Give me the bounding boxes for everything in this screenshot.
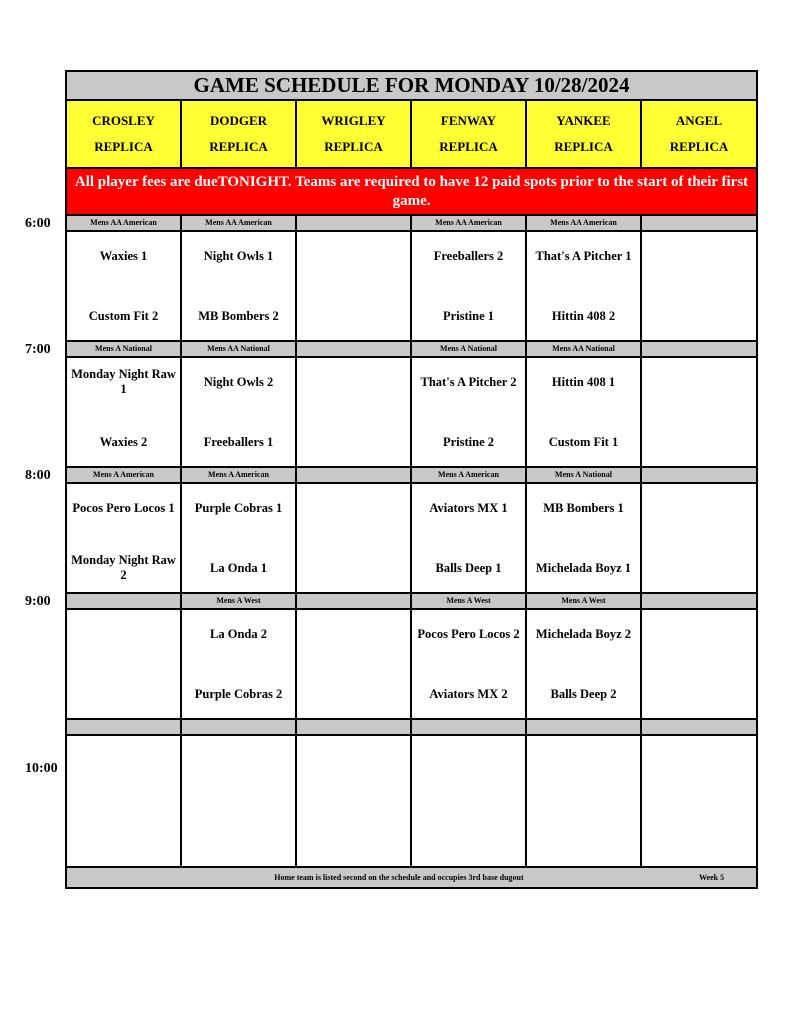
team-away: Pocos Pero Locos 1 xyxy=(66,483,181,532)
division-label xyxy=(641,593,757,609)
team-home: Hittin 408 2 xyxy=(526,292,641,341)
field-sub: REPLICA xyxy=(669,139,729,154)
team-away xyxy=(641,609,757,658)
slot-row-home xyxy=(66,418,757,467)
division-label xyxy=(296,215,411,231)
division-label: Mens A National xyxy=(411,341,526,357)
division-label xyxy=(526,719,641,735)
team-away xyxy=(296,483,411,532)
slot-row-away xyxy=(66,231,757,280)
team-away: Waxies 1 xyxy=(66,231,181,280)
slot-spacer xyxy=(641,406,757,418)
field-sub: REPLICA xyxy=(439,139,498,154)
slot-spacer xyxy=(411,532,526,544)
slot-spacer xyxy=(526,406,641,418)
slot-spacer xyxy=(181,406,296,418)
team-home: Waxies 2 xyxy=(66,418,181,467)
team-home: La Onda 1 xyxy=(181,544,296,593)
team-home xyxy=(641,418,757,467)
team-home xyxy=(296,544,411,593)
slot-spacer xyxy=(526,532,641,544)
slot-spacer xyxy=(526,280,641,292)
team-away xyxy=(641,357,757,406)
field-header-yankee xyxy=(526,100,641,168)
slot-spacer xyxy=(66,280,181,292)
slot-spacer xyxy=(296,280,411,292)
slot-spacer xyxy=(411,406,526,418)
field-name: YANKEE xyxy=(556,113,611,128)
division-label: Mens A National xyxy=(526,467,641,483)
division-label xyxy=(181,719,296,735)
division-label xyxy=(411,719,526,735)
time-label: 10:00 xyxy=(25,761,58,776)
team-home: Custom Fit 1 xyxy=(526,418,641,467)
division-label xyxy=(641,341,757,357)
division-label xyxy=(66,719,181,735)
team-away: Night Owls 1 xyxy=(181,231,296,280)
team-away: That's A Pitcher 1 xyxy=(526,231,641,280)
empty-slot xyxy=(526,735,641,867)
team-away xyxy=(641,483,757,532)
slot-spacer xyxy=(411,280,526,292)
team-away: Night Owls 2 xyxy=(181,357,296,406)
division-label: Mens AA American xyxy=(66,215,181,231)
team-home xyxy=(641,670,757,719)
division-label: Mens A American xyxy=(181,467,296,483)
slot-row-away xyxy=(66,357,757,406)
team-home: MB Bombers 2 xyxy=(181,292,296,341)
footer xyxy=(66,867,757,888)
empty-slot xyxy=(66,735,181,867)
schedule-title: GAME SCHEDULE FOR MONDAY 10/28/2024 xyxy=(66,71,757,100)
team-home xyxy=(66,670,181,719)
slot-spacer xyxy=(296,406,411,418)
team-away: That's A Pitcher 2 xyxy=(411,357,526,406)
slot-spacer xyxy=(66,532,181,544)
team-home xyxy=(641,292,757,341)
division-label: Mens A National xyxy=(66,341,181,357)
division-label: Mens A West xyxy=(526,593,641,609)
slot-spacer xyxy=(411,658,526,670)
empty-slot xyxy=(641,735,757,867)
field-header-fenway xyxy=(411,100,526,168)
team-home: Pristine 1 xyxy=(411,292,526,341)
field-sub: REPLICA xyxy=(94,139,153,154)
team-away: Freeballers 2 xyxy=(411,231,526,280)
team-away: Monday Night Raw 1 xyxy=(66,357,181,406)
slot-spacer xyxy=(296,658,411,670)
team-away: MB Bombers 1 xyxy=(526,483,641,532)
slot-row-away xyxy=(66,483,757,532)
team-away: La Onda 2 xyxy=(181,609,296,658)
field-name: FENWAY xyxy=(440,113,497,128)
fee-notice: All player fees are dueTONIGHT. Teams are required to have 12 paid spots prior to the start of their first game. xyxy=(66,168,757,215)
division-label: Mens AA National xyxy=(526,341,641,357)
division-label: Mens A American xyxy=(411,467,526,483)
division-label xyxy=(66,593,181,609)
team-home xyxy=(296,670,411,719)
division-label: Mens A West xyxy=(181,593,296,609)
division-label: Mens A American xyxy=(66,467,181,483)
team-home xyxy=(296,292,411,341)
division-label xyxy=(296,467,411,483)
slot-row-home xyxy=(66,292,757,341)
slot-spacer xyxy=(66,658,181,670)
time-label: 7:00 xyxy=(25,341,51,357)
team-home: Monday Night Raw 2 xyxy=(66,544,181,593)
team-home: Custom Fit 2 xyxy=(66,292,181,341)
slot-spacer xyxy=(296,532,411,544)
time-label: 6:00 xyxy=(25,215,51,231)
division-label: Mens AA American xyxy=(411,215,526,231)
empty-slot xyxy=(296,735,411,867)
team-away: Michelada Boyz 2 xyxy=(526,609,641,658)
team-away xyxy=(296,609,411,658)
division-label: Mens AA National xyxy=(181,341,296,357)
team-away: Hittin 408 1 xyxy=(526,357,641,406)
time-label: 8:00 xyxy=(25,467,51,483)
team-home: Freeballers 1 xyxy=(181,418,296,467)
division-label xyxy=(296,341,411,357)
field-sub: REPLICA xyxy=(554,139,613,154)
slot-spacer xyxy=(181,532,296,544)
week-label: Week 5 xyxy=(698,873,725,882)
division-label xyxy=(641,215,757,231)
team-away xyxy=(296,231,411,280)
field-header-angel xyxy=(641,100,757,168)
slot-spacer xyxy=(66,406,181,418)
slot-row-home xyxy=(66,670,757,719)
team-away: Aviators MX 1 xyxy=(411,483,526,532)
division-label: Mens AA American xyxy=(181,215,296,231)
team-away: Pocos Pero Locos 2 xyxy=(411,609,526,658)
slot-spacer xyxy=(641,658,757,670)
team-home: Balls Deep 2 xyxy=(526,670,641,719)
field-header-wrigley xyxy=(296,100,411,168)
field-header-dodger xyxy=(181,100,296,168)
slot-row-away xyxy=(66,609,757,658)
division-label: Mens AA American xyxy=(526,215,641,231)
field-sub: REPLICA xyxy=(324,139,383,154)
team-home: Aviators MX 2 xyxy=(411,670,526,719)
division-label xyxy=(296,593,411,609)
team-home: Pristine 2 xyxy=(411,418,526,467)
slot-spacer xyxy=(181,658,296,670)
slot-spacer xyxy=(641,532,757,544)
team-home: Purple Cobras 2 xyxy=(181,670,296,719)
team-away: Purple Cobras 1 xyxy=(181,483,296,532)
field-name: ANGEL xyxy=(675,113,723,128)
field-name: DODGER xyxy=(209,113,268,128)
team-away xyxy=(641,231,757,280)
field-name: WRIGLEY xyxy=(321,113,386,128)
field-header-crosley xyxy=(66,100,181,168)
field-sub: REPLICA xyxy=(209,139,268,154)
footer-note: Home team is listed second on the schedule and occupies 3rd base dugout xyxy=(274,873,524,882)
team-home xyxy=(296,418,411,467)
time-label: 9:00 xyxy=(25,593,51,609)
slot-spacer xyxy=(181,280,296,292)
slot-spacer xyxy=(526,658,641,670)
division-label xyxy=(296,719,411,735)
slot-spacer xyxy=(641,280,757,292)
field-name: CROSLEY xyxy=(92,113,155,128)
team-away xyxy=(66,609,181,658)
division-label: Mens A West xyxy=(411,593,526,609)
division-label xyxy=(641,467,757,483)
team-away xyxy=(296,357,411,406)
team-home xyxy=(641,544,757,593)
team-home: Balls Deep 1 xyxy=(411,544,526,593)
team-home: Michelada Boyz 1 xyxy=(526,544,641,593)
empty-slot xyxy=(181,735,296,867)
schedule-table xyxy=(65,70,758,889)
empty-slot xyxy=(411,735,526,867)
slot-row-home xyxy=(66,544,757,593)
division-label xyxy=(641,719,757,735)
